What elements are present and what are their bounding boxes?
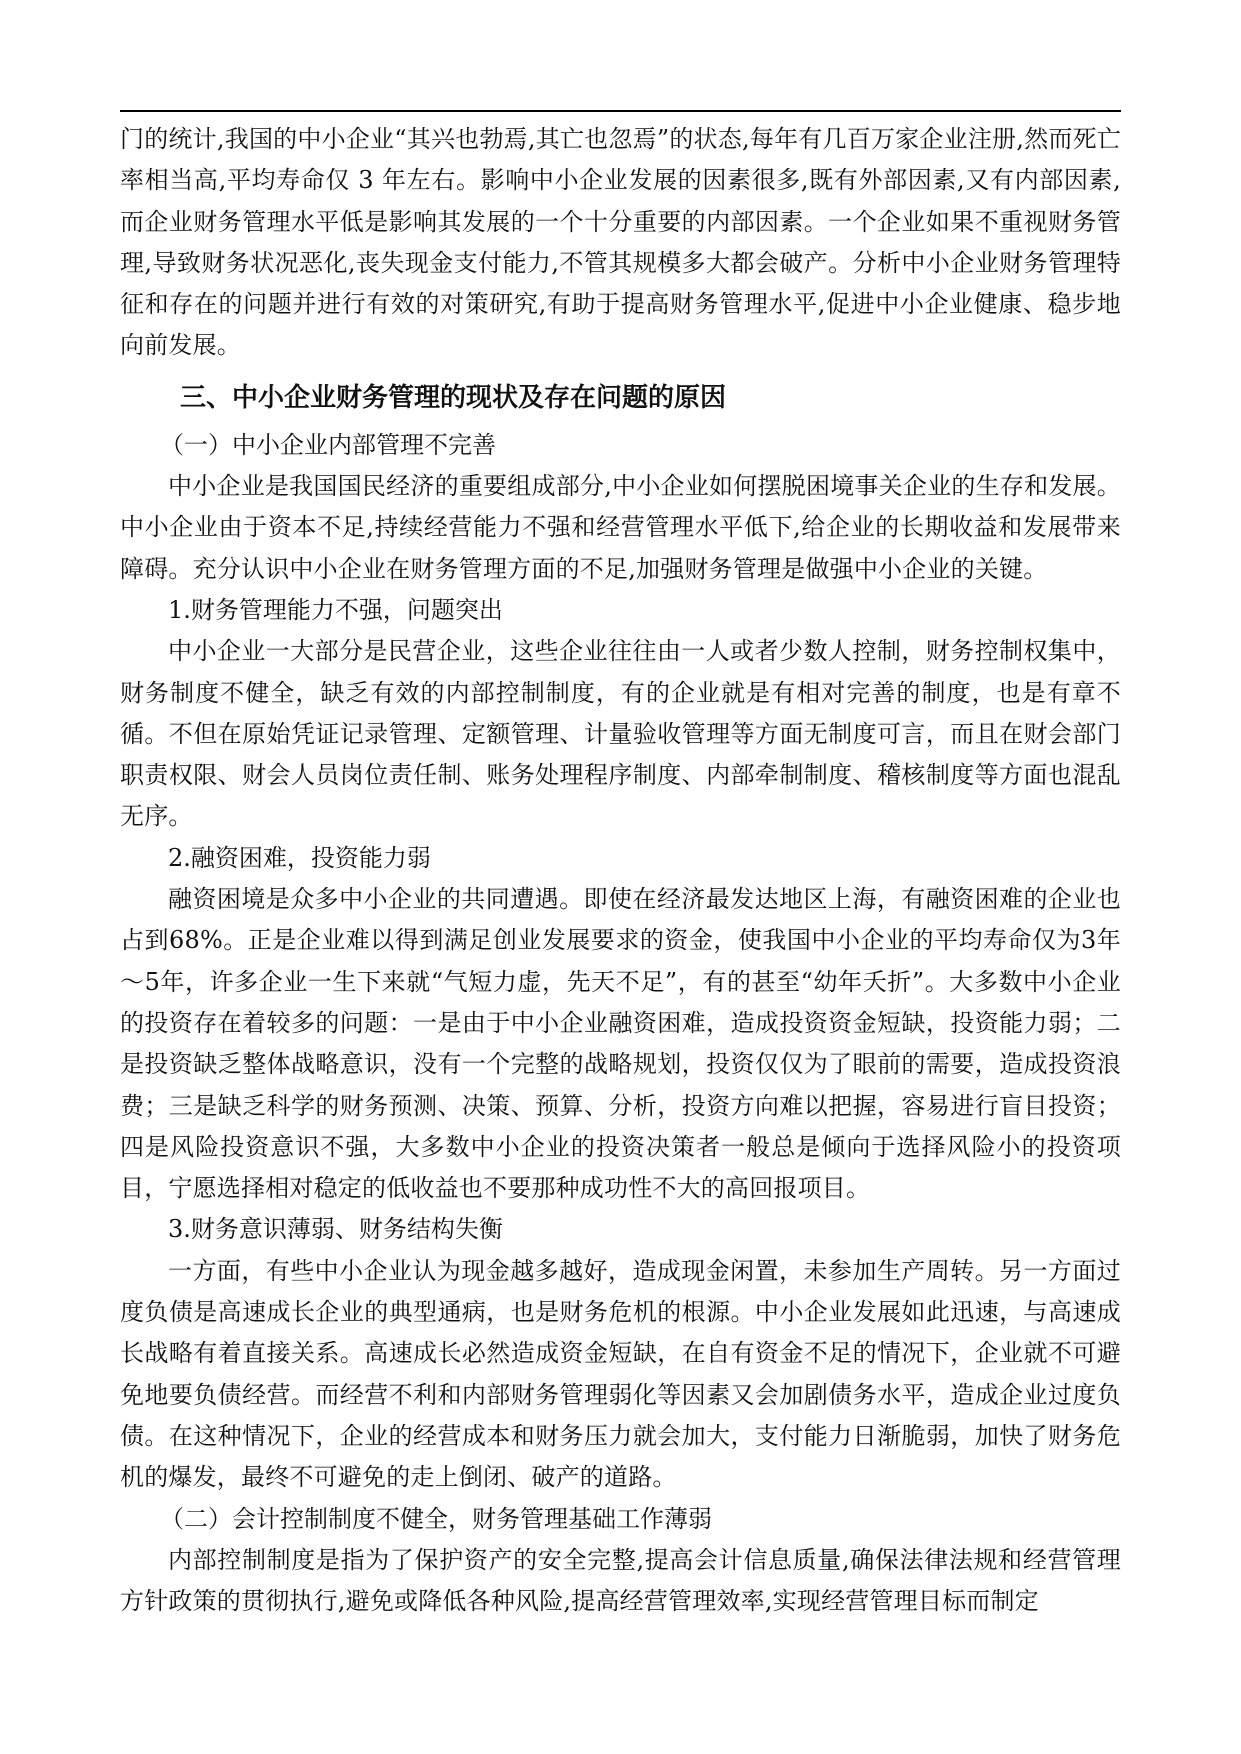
- paragraph-financing-difficulty: 融资困境是众多中小企业的共同遭遇。即使在经济最发达地区上海，有融资困难的企业也占到68%。正是企业难以得到满足创业发展要求的资金，使我国中小企业的平均寿命仅为3年～5年，许多企业一生下来就“气短力虚，先天不足”，有的甚至“幼年夭折”。大多数中小企业的投资存在着较多的问题：一是由于中小企业融资困难，造成投资资金短缺，投资能力弱；二是投资缺乏整体战略意识，没有一个完整的战略规划，投资仅仅为了眼前的需要，造成投资浪费；三是缺乏科学的财务预测、决策、预算、分析，投资方向难以把握，容易进行盲目投资；四是风险投资意识不强，大多数中小企业的投资决策者一般总是倾向于选择风险小的投资项目，宁愿选择相对稳定的低收益也不要那种成功性不大的高回报项目。: [120, 885, 1121, 1203]
- header-rule: [120, 110, 1121, 112]
- subsection-heading-2: （二）会计控制制度不健全，财务管理基础工作薄弱: [160, 1504, 712, 1533]
- paragraph-internal-control: 内部控制制度是指为了保护资产的安全完整,提高会计信息质量,确保法律法规和经营管理方针政策的贯彻执行,避免或降低各种风险,提高经营管理效率,实现经营管理目标而制定: [120, 1545, 1121, 1616]
- document-body: [120, 119, 1121, 1622]
- subsection-heading-1: （一）中小企业内部管理不完善: [160, 430, 496, 459]
- list-heading-3: 3.财务意识薄弱、财务结构失衡: [168, 1215, 503, 1244]
- paragraph-sme-importance: 中小企业是我国国民经济的重要组成部分,中小企业如何摆脱困境事关企业的生存和发展。中小企业由于资本不足,持续经营能力不强和经营管理水平低下,给企业的长期收益和发展带来障碍。充分认识中小企业在财务管理方面的不足,加强财务管理是做强中小企业的关键。: [120, 472, 1121, 583]
- list-heading-1: 1.财务管理能力不强，问题突出: [168, 595, 503, 624]
- paragraph-financial-structure: 一方面，有些中小企业认为现金越多越好，造成现金闲置，未参加生产周转。另一方面过度负债是高速成长企业的典型通病，也是财务危机的根源。中小企业发展如此迅速，与高速成长战略有着直接关系。高速成长必然造成资金短缺，在自有资金不足的情况下，企业就不可避免地要负债经营。而经营不利和内部财务管理弱化等因素又会加剧债务水平，造成企业过度负债。在这种情况下，企业的经营成本和财务压力就会加大，支付能力日渐脆弱，加快了财务危机的爆发，最终不可避免的走上倒闭、破产的道路。: [120, 1256, 1121, 1492]
- section-heading-3: 三、中小企业财务管理的现状及存在问题的原因: [180, 382, 727, 413]
- paragraph-continuation: 门的统计,我国的中小企业“其兴也勃焉,其亡也忽焉”的状态,每年有几百万家企业注册,然而死亡率相当高,平均寿命仅 3 年左右。影响中小企业发展的因素很多,既有外部因素,又有内部因素,而企业财务管理水平低是影响其发展的一个十分重要的内部因素。一个企业如果不重视财务管理,导致财务状况恶化,丧失现金支付能力,不管其规模多大都会破产。分析中小企业财务管理特征和存在的问题并进行有效的对策研究,有助于提高财务管理水平,促进中小企业健康、稳步地向前发展。: [120, 125, 1121, 360]
- paragraph-management-weakness: 中小企业一大部分是民营企业，这些企业往往由一人或者少数人控制，财务控制权集中，财务制度不健全，缺乏有效的内部控制制度，有的企业就是有相对完善的制度，也是有章不循。不但在原始凭证记录管理、定额管理、计量验收管理等方面无制度可言，而且在财会部门职责权限、财会人员岗位责任制、账务处理程序制度、内部牵制制度、稽核制度等方面也混乱无序。: [120, 637, 1121, 831]
- list-heading-2: 2.融资困难，投资能力弱: [168, 843, 431, 872]
